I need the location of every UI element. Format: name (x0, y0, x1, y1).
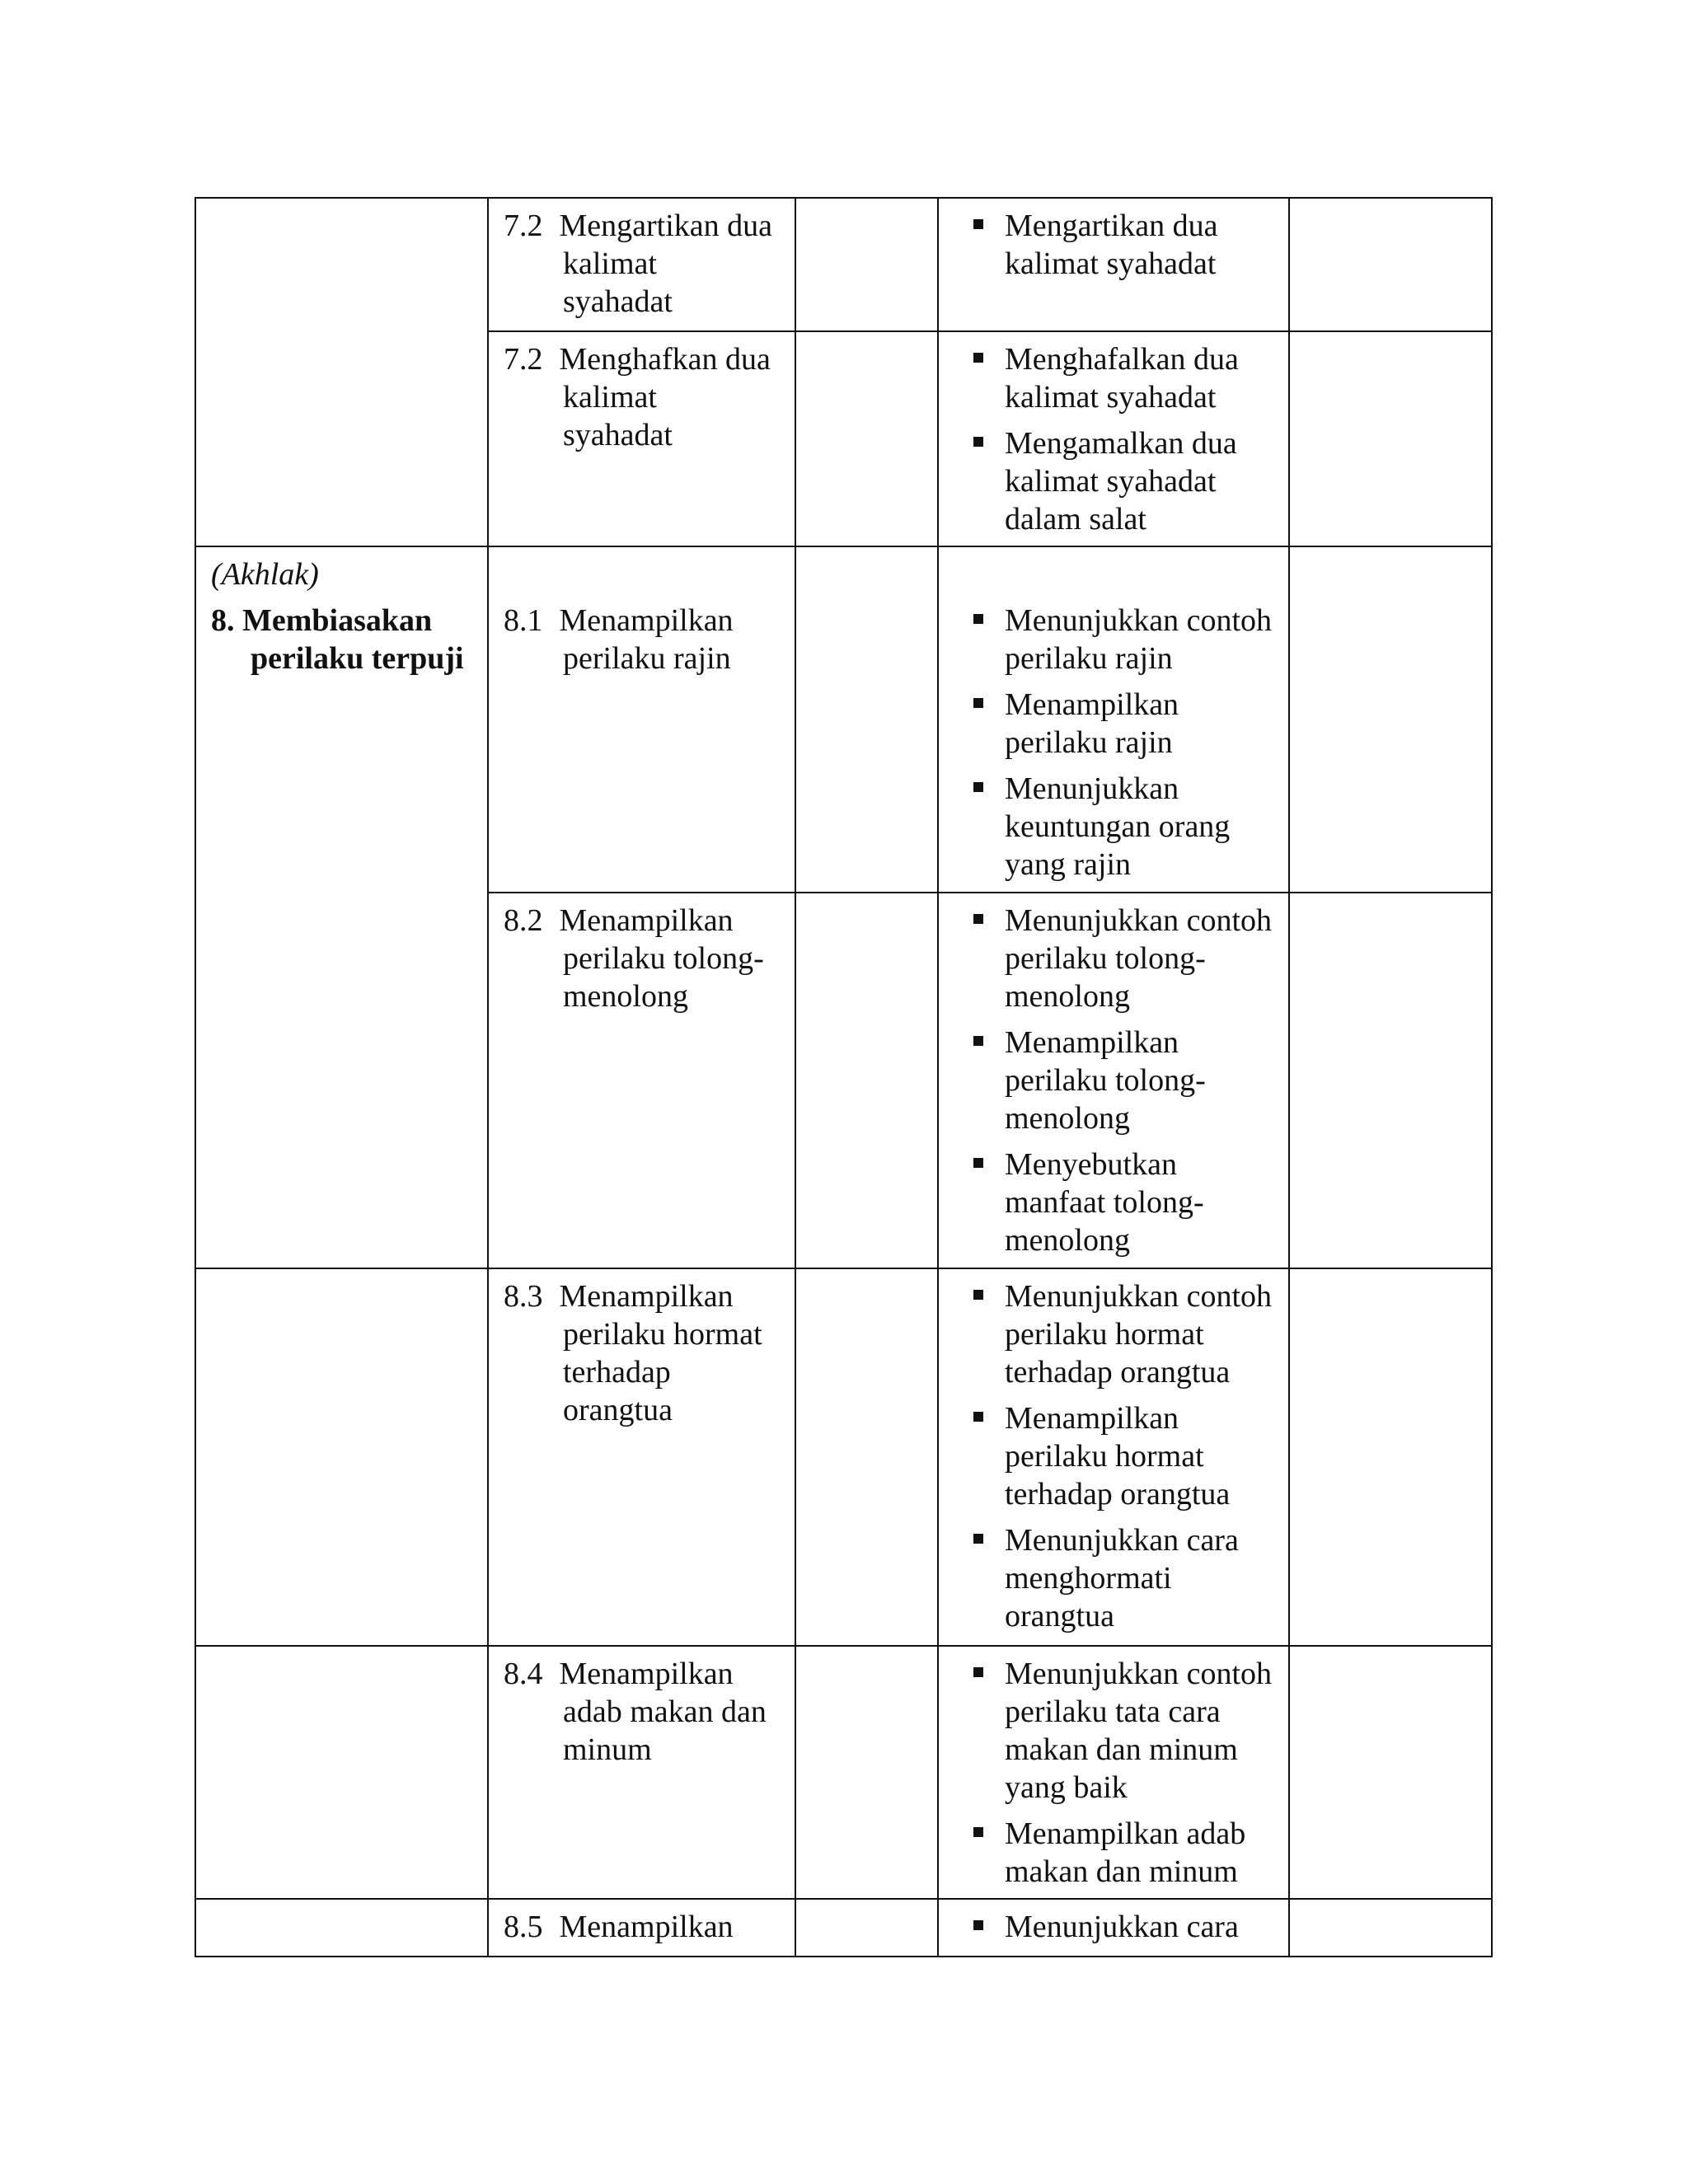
square-bullet-icon (973, 219, 983, 229)
square-bullet-icon (973, 1827, 983, 1837)
kd-cell: 8.4 Menampilkan adab makan dan minum (488, 1646, 795, 1899)
square-bullet-icon (973, 353, 983, 363)
list-item: Mengartikan dua kalimat syahadat (954, 207, 1277, 283)
sk-cell (195, 198, 488, 546)
curriculum-table (195, 197, 1493, 1957)
empty-cell (1289, 546, 1492, 893)
square-bullet-icon (973, 1920, 983, 1930)
empty-cell (1289, 1268, 1492, 1646)
list-item: Menunjukkan cara menghormati orangtua (954, 1521, 1277, 1635)
list-item: Menampilkan perilaku hormat terhadap orangtua (954, 1399, 1277, 1513)
indicator-cell (938, 331, 1289, 546)
empty-cell (1289, 1646, 1492, 1899)
list-item: Menunjukkan contoh perilaku tata cara makan dan minum yang baik (954, 1655, 1277, 1807)
indicator-cell (938, 1646, 1289, 1899)
square-bullet-icon (973, 437, 983, 447)
sk-cell (195, 1268, 488, 1646)
indicator-cell (938, 546, 1289, 893)
empty-cell (795, 546, 938, 893)
table-row (195, 1899, 1492, 1957)
square-bullet-icon (973, 1036, 983, 1046)
kd-cell: 7.2 Mengartikan dua kalimat syahadat (488, 198, 795, 331)
square-bullet-icon (973, 782, 983, 792)
list-item: Menampilkan perilaku rajin (954, 686, 1277, 762)
square-bullet-icon (973, 614, 983, 624)
indicator-cell (938, 893, 1289, 1268)
table-row (195, 1268, 1492, 1646)
square-bullet-icon (973, 1158, 983, 1168)
kd-cell: 8.1 Menampilkan perilaku rajin (488, 546, 795, 893)
indicator-cell (938, 1268, 1289, 1646)
empty-cell (795, 1646, 938, 1899)
square-bullet-icon (973, 1667, 983, 1677)
indicator-cell (938, 1899, 1289, 1957)
empty-cell (795, 1899, 938, 1957)
list-item: Mengamalkan dua kalimat syahadat dalam salat (954, 424, 1277, 538)
empty-cell (795, 331, 938, 546)
list-item: Menunjukkan keuntungan orang yang rajin (954, 770, 1277, 883)
list-item: Menampilkan perilaku tolong- menolong (954, 1024, 1277, 1137)
empty-cell (795, 1268, 938, 1646)
square-bullet-icon (973, 1534, 983, 1544)
kd-cell: 7.2 Menghafkan dua kalimat syahadat (488, 331, 795, 546)
indicator-cell (938, 198, 1289, 331)
list-item: Menghafalkan dua kalimat syahadat (954, 340, 1277, 416)
empty-cell (1289, 1899, 1492, 1957)
square-bullet-icon (973, 1290, 983, 1300)
empty-cell (1289, 331, 1492, 546)
kd-cell: 8.3 Menampilkan perilaku hormat terhadap orangtua (488, 1268, 795, 1646)
sk-cell (195, 1646, 488, 1899)
list-item: Menyebutkan manfaat tolong- menolong (954, 1146, 1277, 1259)
list-item: Menunjukkan cara (954, 1908, 1277, 1946)
empty-cell (795, 198, 938, 331)
empty-cell (1289, 893, 1492, 1268)
sk-cell: (Akhlak) 8. Membiasakan perilaku terpuji (195, 546, 488, 1268)
empty-cell (795, 893, 938, 1268)
list-item: Menunjukkan contoh perilaku tolong- menolong (954, 902, 1277, 1015)
list-item: Menunjukkan contoh perilaku rajin (954, 602, 1277, 677)
square-bullet-icon (973, 1412, 983, 1422)
kd-cell: 8.5 Menampilkan (488, 1899, 795, 1957)
square-bullet-icon (973, 914, 983, 924)
list-item: Menampilkan adab makan dan minum (954, 1815, 1277, 1891)
sk-cell (195, 1899, 488, 1957)
empty-cell (1289, 198, 1492, 331)
kd-cell: 8.2 Menampilkan perilaku tolong- menolong (488, 893, 795, 1268)
table-row (195, 1646, 1492, 1899)
square-bullet-icon (973, 698, 983, 708)
list-item: Menunjukkan contoh perilaku hormat terhadap orangtua (954, 1277, 1277, 1391)
table-row (195, 198, 1492, 331)
table-row (195, 546, 1492, 893)
